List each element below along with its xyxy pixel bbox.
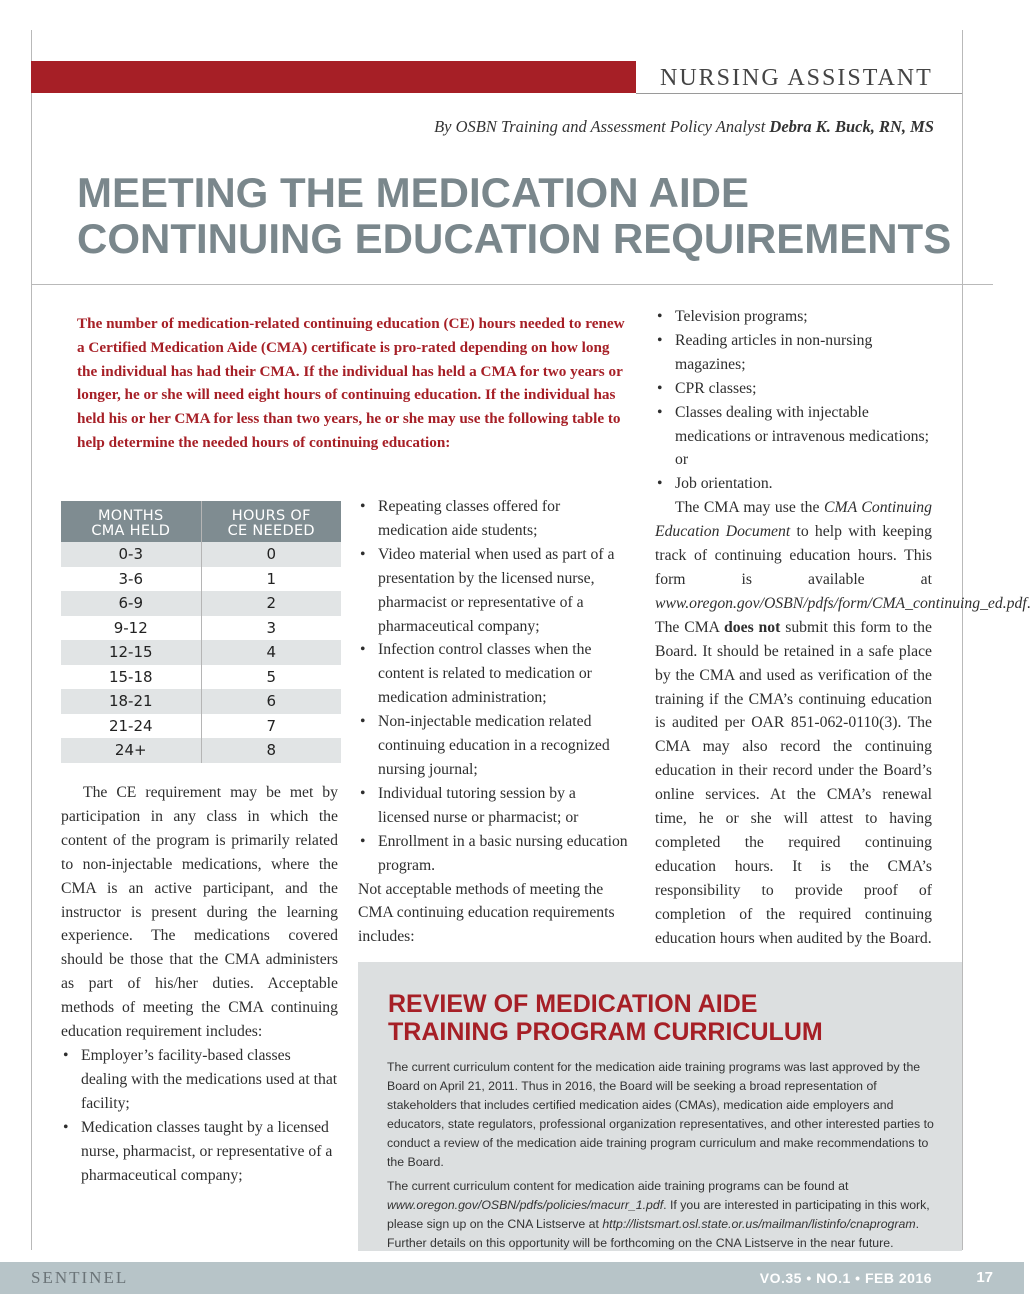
table-row: [61, 542, 341, 567]
months-cell: 0-3: [61, 542, 201, 567]
p-mid: to help with keeping track of continuing education hours. This form is available at: [655, 523, 932, 588]
box-title: [388, 990, 948, 1046]
title-line-1: MEETING THE MEDICATION AIDE: [77, 169, 749, 216]
list-item: • Non-injectable medication related continuing education in a recognized nursing journal;: [358, 710, 630, 782]
column-3: [655, 305, 1031, 950]
header-hours-line2: CE NEEDED: [227, 523, 315, 539]
list-item: • CPR classes;: [655, 377, 932, 401]
header-hours-line1: HOURS OF: [231, 508, 311, 524]
hours-cell: 4: [201, 640, 341, 665]
months-cell: 3-6: [61, 567, 201, 592]
p-start: The CMA may use the: [675, 499, 825, 517]
intro-paragraph: The number of medication-related continuing education (CE) hours needed to renew a Certified Medication Aide (CMA) certificate is pro-rated depending on how long the individual has had their CMA. If the individual has held a CMA for two years or longer, he or she will need eight hours of continuing education. If the individual has held his or her CMA for less than two years, he or she may use the following table to help determine the needed hours of continuing education:: [77, 315, 625, 451]
box-title-line-2: TRAINING PROGRAM CURRICULUM: [388, 1018, 823, 1046]
p2-end: . Further details on this opportunity will be forthcoming on the CNA Listserve in the near future.: [387, 1217, 919, 1250]
right-margin-line: [962, 30, 963, 1250]
header-months: [61, 501, 201, 542]
list-item: • Infection control classes when the content is related to medication or medication administration;: [358, 638, 630, 710]
table-row: [61, 567, 341, 592]
title-line-2: CONTINUING EDUCATION REQUIREMENTS: [77, 215, 952, 262]
box-paragraph-2: [387, 1177, 942, 1253]
months-cell: 12-15: [61, 640, 201, 665]
not-acceptable-methods-list: [655, 305, 932, 496]
box-title-line-1: REVIEW OF MEDICATION AIDE: [388, 990, 758, 1018]
box-paragraph-1: The current curriculum content for the medication aide training programs was last approved by the Board on April 21, 2011. Thus in 2016, the Board will be seeking a broad representation of stakeholders that includes certified medication aides (CMAs), medication aide employers and educators, state regulators, professional organization representatives, and other interested parties to conduct a review of the medication aide training program curriculum and make recommendations to the Board.: [387, 1060, 934, 1169]
list-item: • Video material when used as part of a presentation by the licensed nurse, pharmacist or representative of a pharmaceutical company;: [358, 543, 630, 639]
footer-issue: VO.35 • NO.1 • FEB 2016: [759, 1270, 932, 1286]
listserve-url-link[interactable]: http://listsmart.osl.state.or.us/mailman/listinfo/cnaprogram: [602, 1217, 916, 1231]
table-row: [61, 689, 341, 714]
section-label: NURSING ASSISTANT: [636, 62, 962, 94]
table-row: [61, 714, 341, 739]
hours-cell: 8: [201, 738, 341, 763]
list-item: • Job orientation.: [655, 472, 932, 496]
months-cell: 6-9: [61, 591, 201, 616]
byline-author: Debra K. Buck, RN, MS: [769, 117, 934, 136]
does-not-emphasis: does not: [724, 618, 781, 636]
list-item: • Television programs;: [655, 305, 932, 329]
p2-mid: . If you are interested in participating in this work, please sign up on the CNA Listserve at: [387, 1198, 930, 1231]
table-header-row: [61, 501, 341, 542]
months-cell: 9-12: [61, 616, 201, 641]
header-hours: [201, 501, 341, 542]
hours-cell: 2: [201, 591, 341, 616]
p2-start: The current curriculum content for medication aide training programs can be found at: [387, 1179, 849, 1193]
box-body: [387, 1058, 942, 1258]
hours-cell: 1: [201, 567, 341, 592]
hours-cell: 3: [201, 616, 341, 641]
months-cell: 24+: [61, 738, 201, 763]
byline: [434, 117, 934, 137]
left-margin-line: [31, 30, 32, 1250]
list-item: • Reading articles in non-nursing magazines;: [655, 329, 932, 377]
article-title: [77, 170, 957, 262]
hours-cell: 6: [201, 689, 341, 714]
column-2: [358, 495, 630, 949]
not-acceptable-intro: Not acceptable methods of meeting the CMA continuing education requirements includes:: [358, 880, 615, 946]
document-url-link[interactable]: www.oregon.gov/OSBN/pdfs/form/CMA_continuing_ed.pdf: [655, 594, 1027, 612]
list-item: • Enrollment in a basic nursing education program.: [358, 830, 630, 878]
list-item: • Repeating classes offered for medication aide students;: [358, 495, 630, 543]
ce-requirement-paragraph: The CE requirement may be met by participation in any class in which the content of the program is primarily related to non-injectable medications, where the CMA is an active participant, and the instructor is present during the learning experience. The medications covered should be those that the CMA administers as part of his/her duties. Acceptable methods of meeting the CMA continuing education requirement includes:: [61, 784, 338, 1041]
header-accent-bar: [31, 61, 636, 93]
page-number: 17: [976, 1269, 993, 1286]
p-mid2: . The CMA: [655, 594, 1031, 636]
curriculum-review-box: [358, 962, 962, 1251]
list-item: • Classes dealing with injectable medications or intravenous medications; or: [655, 401, 932, 473]
p-end: submit this form to the Board. It should be retained in a safe place by the CMA and used as verification of the training if the CMA’s continuing education is audited per OAR 851-062-0110(3). The CMA may also record the continuing education in their record under the Board’s online services. At the CMA’s renewal time, he or she will attest to having completed the required continuing education hours. It is the CMA’s responsibility to provide proof of completion of the required continuing education hours when audited by the Board.: [655, 618, 932, 947]
hours-cell: 0: [201, 542, 341, 567]
header-months-line1: MONTHS: [97, 508, 164, 524]
hours-cell: 7: [201, 714, 341, 739]
months-cell: 18-21: [61, 689, 201, 714]
list-item: • Employer’s facility-based classes dealing with the medications used at that facility;: [61, 1044, 338, 1116]
list-item: • Medication classes taught by a licensed nurse, pharmacist, or representative of a pharmaceutical company;: [61, 1116, 338, 1188]
list-item: • Individual tutoring session by a licensed nurse or pharmacist; or: [358, 782, 630, 830]
ce-hours-table: [61, 501, 341, 763]
document-name: CMA Continuing Education Document: [655, 499, 932, 541]
table-row: [61, 591, 341, 616]
byline-prefix: By OSBN Training and Assessment Policy Analyst: [434, 117, 770, 136]
title-rule: [31, 284, 993, 285]
table-row: [61, 616, 341, 641]
months-cell: 15-18: [61, 665, 201, 690]
table-row: [61, 665, 341, 690]
footer-brand: SENTINEL: [31, 1268, 129, 1287]
months-cell: 21-24: [61, 714, 201, 739]
cma-document-paragraph: [655, 496, 1031, 950]
header-months-line2: CMA HELD: [91, 523, 171, 539]
table-row: [61, 738, 341, 763]
acceptable-methods-list-continued: [358, 495, 630, 878]
page-footer: [0, 1262, 1024, 1294]
table-row: [61, 640, 341, 665]
curriculum-url-link[interactable]: www.oregon.gov/OSBN/pdfs/policies/macurr_1.pdf: [387, 1198, 664, 1212]
acceptable-methods-list: [61, 1044, 338, 1187]
column-1: [61, 781, 338, 1187]
hours-cell: 5: [201, 665, 341, 690]
